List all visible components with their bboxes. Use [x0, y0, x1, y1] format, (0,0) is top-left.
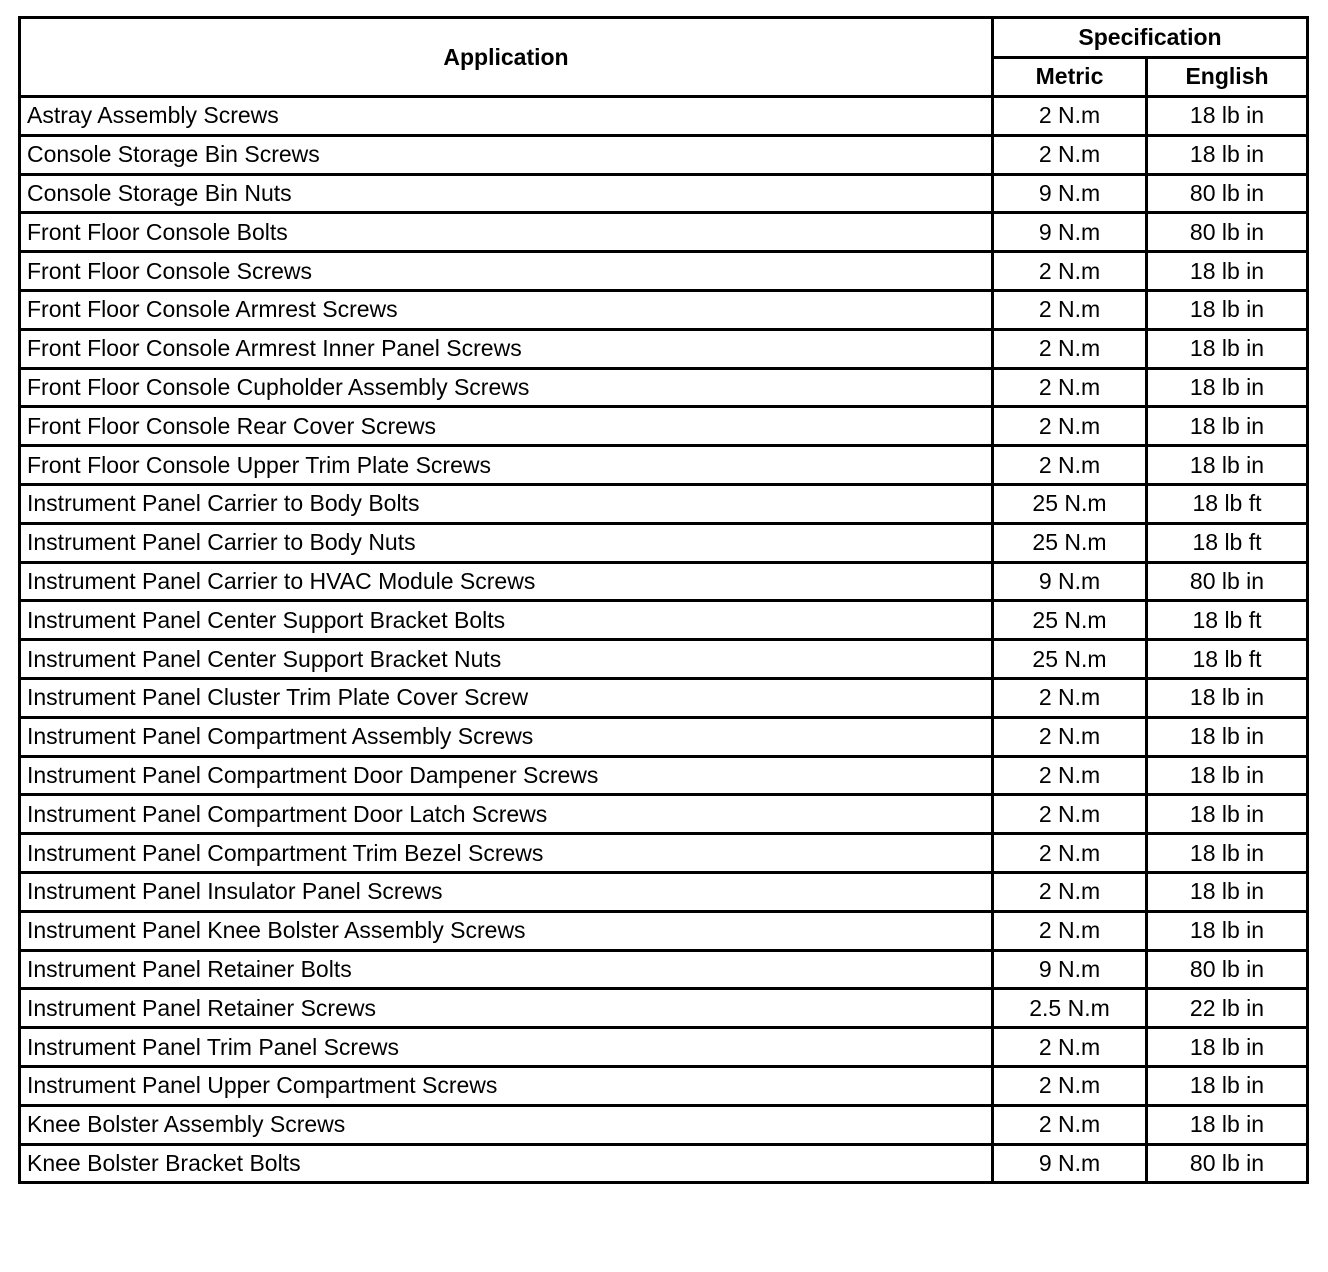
english-cell: 18 lb in: [1147, 329, 1308, 368]
table-row: [20, 290, 1308, 329]
english-cell: 18 lb in: [1147, 795, 1308, 834]
table-row: [20, 1105, 1308, 1144]
torque-spec-table: [18, 16, 1309, 1184]
metric-cell: 2 N.m: [993, 368, 1147, 407]
application-header: Application: [20, 18, 993, 97]
table-row: [20, 252, 1308, 291]
metric-cell: 9 N.m: [993, 1144, 1147, 1183]
application-cell: Instrument Panel Knee Bolster Assembly Screws: [20, 911, 993, 950]
application-cell: Knee Bolster Bracket Bolts: [20, 1144, 993, 1183]
table-row: [20, 1144, 1308, 1183]
application-cell: Front Floor Console Bolts: [20, 213, 993, 252]
table-row: [20, 640, 1308, 679]
metric-cell: 9 N.m: [993, 213, 1147, 252]
table-row: [20, 446, 1308, 485]
application-cell: Front Floor Console Armrest Screws: [20, 290, 993, 329]
english-cell: 18 lb in: [1147, 252, 1308, 291]
metric-cell: 2 N.m: [993, 135, 1147, 174]
header-row-top: [20, 18, 1308, 58]
metric-cell: 2 N.m: [993, 1028, 1147, 1067]
english-cell: 18 lb in: [1147, 97, 1308, 136]
metric-cell: 9 N.m: [993, 562, 1147, 601]
application-cell: Front Floor Console Rear Cover Screws: [20, 407, 993, 446]
application-cell: Instrument Panel Center Support Bracket Bolts: [20, 601, 993, 640]
english-cell: 80 lb in: [1147, 562, 1308, 601]
table-row: [20, 97, 1308, 136]
table-row: [20, 678, 1308, 717]
table-row: [20, 756, 1308, 795]
application-cell: Front Floor Console Screws: [20, 252, 993, 291]
application-cell: Front Floor Console Armrest Inner Panel Screws: [20, 329, 993, 368]
metric-cell: 2 N.m: [993, 252, 1147, 291]
application-cell: Knee Bolster Assembly Screws: [20, 1105, 993, 1144]
english-cell: 18 lb in: [1147, 446, 1308, 485]
metric-cell: 2 N.m: [993, 1105, 1147, 1144]
metric-cell: 9 N.m: [993, 174, 1147, 213]
application-cell: Console Storage Bin Nuts: [20, 174, 993, 213]
metric-cell: 2 N.m: [993, 717, 1147, 756]
table-row: [20, 329, 1308, 368]
table-body: [20, 97, 1308, 1183]
specification-header: Specification: [993, 18, 1308, 58]
table-row: [20, 717, 1308, 756]
english-cell: 18 lb in: [1147, 290, 1308, 329]
english-cell: 18 lb ft: [1147, 484, 1308, 523]
application-cell: Instrument Panel Upper Compartment Screws: [20, 1066, 993, 1105]
english-cell: 80 lb in: [1147, 1144, 1308, 1183]
metric-cell: 25 N.m: [993, 601, 1147, 640]
english-header: English: [1147, 57, 1308, 97]
english-cell: 18 lb in: [1147, 1066, 1308, 1105]
table-row: [20, 1066, 1308, 1105]
table-row: [20, 523, 1308, 562]
application-cell: Instrument Panel Carrier to Body Nuts: [20, 523, 993, 562]
metric-cell: 25 N.m: [993, 640, 1147, 679]
table-header: [20, 18, 1308, 97]
english-cell: 22 lb in: [1147, 989, 1308, 1028]
application-cell: Astray Assembly Screws: [20, 97, 993, 136]
table-row: [20, 872, 1308, 911]
english-cell: 18 lb in: [1147, 1105, 1308, 1144]
metric-cell: 2 N.m: [993, 407, 1147, 446]
english-cell: 18 lb in: [1147, 756, 1308, 795]
english-cell: 18 lb ft: [1147, 601, 1308, 640]
table-row: [20, 368, 1308, 407]
metric-cell: 25 N.m: [993, 484, 1147, 523]
english-cell: 18 lb in: [1147, 911, 1308, 950]
english-cell: 80 lb in: [1147, 213, 1308, 252]
application-cell: Instrument Panel Compartment Door Latch Screws: [20, 795, 993, 834]
english-cell: 18 lb in: [1147, 678, 1308, 717]
metric-cell: 2 N.m: [993, 911, 1147, 950]
application-cell: Instrument Panel Compartment Trim Bezel Screws: [20, 834, 993, 873]
english-cell: 18 lb in: [1147, 834, 1308, 873]
metric-cell: 2 N.m: [993, 795, 1147, 834]
application-cell: Instrument Panel Trim Panel Screws: [20, 1028, 993, 1067]
application-cell: Instrument Panel Carrier to Body Bolts: [20, 484, 993, 523]
english-cell: 80 lb in: [1147, 950, 1308, 989]
table-row: [20, 601, 1308, 640]
english-cell: 18 lb ft: [1147, 640, 1308, 679]
metric-cell: 2.5 N.m: [993, 989, 1147, 1028]
english-cell: 18 lb ft: [1147, 523, 1308, 562]
table-row: [20, 174, 1308, 213]
english-cell: 18 lb in: [1147, 368, 1308, 407]
english-cell: 18 lb in: [1147, 717, 1308, 756]
metric-cell: 2 N.m: [993, 756, 1147, 795]
application-cell: Instrument Panel Carrier to HVAC Module Screws: [20, 562, 993, 601]
table-row: [20, 950, 1308, 989]
application-cell: Instrument Panel Cluster Trim Plate Cover Screw: [20, 678, 993, 717]
application-cell: Instrument Panel Retainer Screws: [20, 989, 993, 1028]
metric-cell: 2 N.m: [993, 446, 1147, 485]
table-row: [20, 834, 1308, 873]
metric-cell: 25 N.m: [993, 523, 1147, 562]
application-cell: Instrument Panel Center Support Bracket Nuts: [20, 640, 993, 679]
table-row: [20, 407, 1308, 446]
table-row: [20, 795, 1308, 834]
english-cell: 18 lb in: [1147, 1028, 1308, 1067]
metric-cell: 2 N.m: [993, 1066, 1147, 1105]
table-row: [20, 1028, 1308, 1067]
english-cell: 18 lb in: [1147, 135, 1308, 174]
application-cell: Instrument Panel Retainer Bolts: [20, 950, 993, 989]
metric-cell: 2 N.m: [993, 872, 1147, 911]
english-cell: 18 lb in: [1147, 407, 1308, 446]
metric-cell: 2 N.m: [993, 834, 1147, 873]
application-cell: Instrument Panel Compartment Door Dampener Screws: [20, 756, 993, 795]
table-row: [20, 911, 1308, 950]
table-row: [20, 989, 1308, 1028]
metric-cell: 2 N.m: [993, 97, 1147, 136]
table-row: [20, 213, 1308, 252]
application-cell: Instrument Panel Compartment Assembly Screws: [20, 717, 993, 756]
metric-header: Metric: [993, 57, 1147, 97]
application-cell: Instrument Panel Insulator Panel Screws: [20, 872, 993, 911]
english-cell: 80 lb in: [1147, 174, 1308, 213]
english-cell: 18 lb in: [1147, 872, 1308, 911]
table-row: [20, 135, 1308, 174]
application-cell: Console Storage Bin Screws: [20, 135, 993, 174]
application-cell: Front Floor Console Upper Trim Plate Screws: [20, 446, 993, 485]
table-row: [20, 484, 1308, 523]
application-cell: Front Floor Console Cupholder Assembly Screws: [20, 368, 993, 407]
table-row: [20, 562, 1308, 601]
metric-cell: 2 N.m: [993, 329, 1147, 368]
metric-cell: 2 N.m: [993, 678, 1147, 717]
metric-cell: 2 N.m: [993, 290, 1147, 329]
metric-cell: 9 N.m: [993, 950, 1147, 989]
